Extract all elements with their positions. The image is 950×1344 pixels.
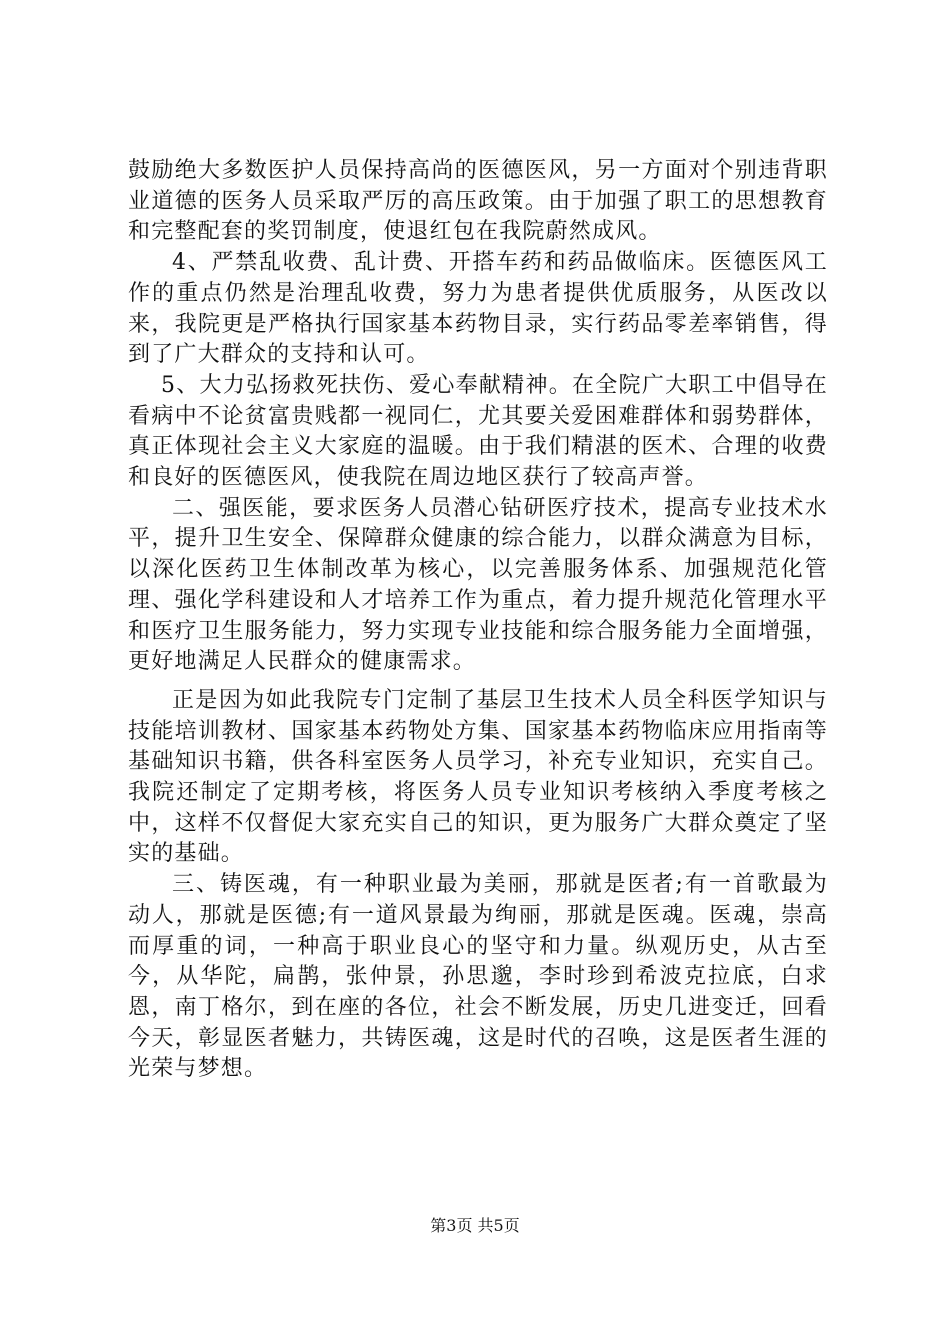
paragraph-training: 正是因为如此我院专门定制了基层卫生技术人员全科医学知识与技能培训教材、国家基本药物处方集、国家基本药物临床应用指南等基础知识书籍，供各科室医务人员学习，补充专业知识，充实自己。我院还制定了定期考核，将医务人员专业知识考核纳入季度考核之中，这样不仅督促大家充实自己的知识，更为服务广大群众奠定了坚实的基础。 — [128, 687, 828, 867]
page-footer: 第3页 共5页 — [430, 1216, 520, 1235]
paragraph-item-5: 5、大力弘扬救死扶伤、爱心奉献精神。在全院广大职工中倡导在看病中不论贫富贵贱都一视同仁，尤其要关爱困难群体和弱势群体，真正体现社会主义大家庭的温暖。由于我们精湛的医术、合理的收费和良好的医德医风，使我院在周边地区获行了较高声誉。 — [128, 372, 828, 491]
paragraph-section-3: 三、铸医魂，有一种职业最为美丽，那就是医者;有一首歌最为动人，那就是医德;有一道风景最为绚丽，那就是医魂。医魂，崇高而厚重的词，一种高于职业良心的坚守和力量。纵观历史，从古至今，从华陀，扁鹊，张仲景，孙思邈，李时珍到希波克拉底，白求恩，南丁格尔，到在座的各位，社会不断发展，历史几进变迁，回看今天，彰显医者魅力，共铸医魂，这是时代的召唤，这是医者生涯的光荣与梦想。 — [128, 872, 828, 1082]
paragraph-item-4: 4、严禁乱收费、乱计费、开搭车药和药品做临床。医德医风工作的重点仍然是治理乱收费，努力为患者提供优质服务，从医改以来，我院更是严格执行国家基本药物目录，实行药品零差率销售，得到了广大群众的支持和认可。 — [128, 250, 828, 368]
document-body — [128, 156, 828, 1085]
paragraph-continuation: 鼓励绝大多数医护人员保持高尚的医德医风，另一方面对个别违背职业道德的医务人员采取严厉的高压政策。由于加强了职工的思想教育和完整配套的奖罚制度，使退红包在我院蔚然成风。 — [128, 158, 828, 245]
paragraph-section-2: 二、强医能，要求医务人员潜心钻研医疗技术，提高专业技术水平，提升卫生安全、保障群众健康的综合能力，以群众满意为目标，以深化医药卫生体制改革为核心，以完善服务体系、加强规范化管理、强化学科建设和人才培养工作为重点，着力提升规范化管理水平和医疗卫生服务能力，努力实现专业技能和综合服务能力全面增强，更好地满足人民群众的健康需求。 — [128, 495, 828, 675]
